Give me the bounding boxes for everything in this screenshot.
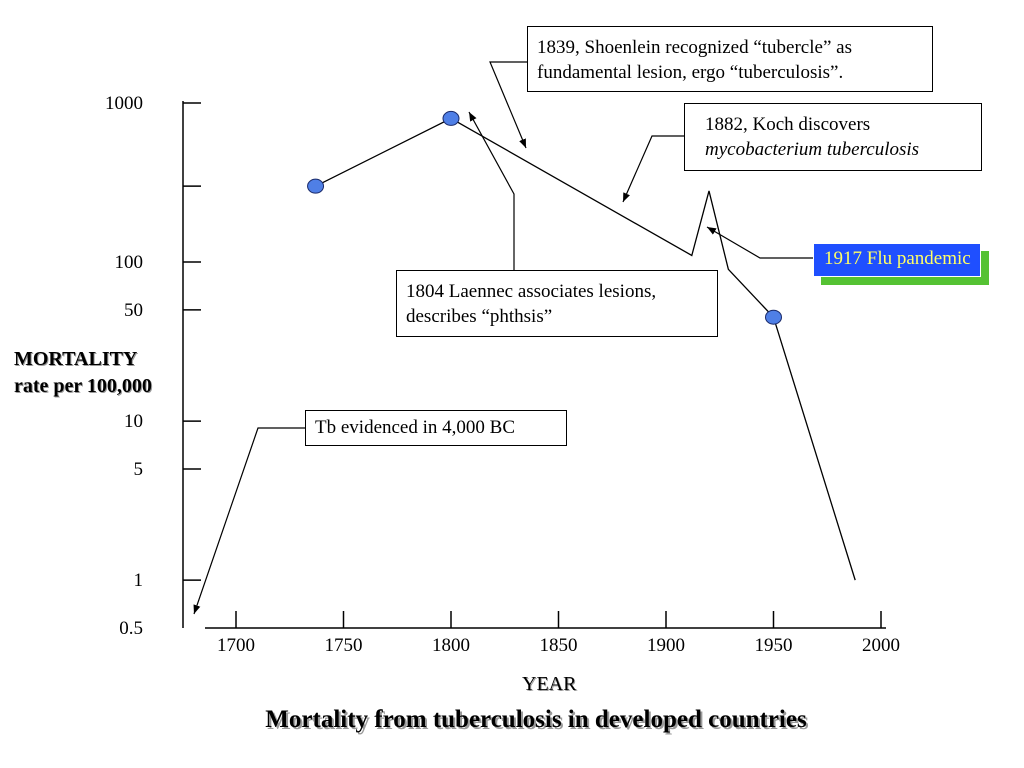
annotation-koch-line-1: 1882, Koch discovers [705,114,871,135]
annotation-laennec [396,270,718,337]
leader-tb-bc [194,428,305,614]
annotation-tb-bc [305,410,567,446]
annotation-tb-bc-text: Tb evidenced in 4,000 BC [315,417,515,438]
data-point-1737 [308,179,324,193]
x-tick-label-1800: 1800 [432,635,470,656]
leader-flu [707,227,813,258]
leader-shoenlein [490,62,527,148]
y-tick-label-0.5: 0.5 [119,618,143,639]
chart-title: Mortality from tuberculosis in developed countries [265,706,807,733]
y-tick-label-100: 100 [114,252,143,274]
y-tick-label-50: 50 [124,299,143,321]
series [308,111,856,580]
x-tick-label-1700: 1700 [217,635,255,656]
series-line-0 [316,118,856,580]
y-axis-label-line-1: MORTALITY [14,348,138,370]
leader-laennec [469,112,514,270]
annotation-flu-pandemic [813,243,981,277]
annotation-shoenlein-line-1: 1839, Shoenlein recognized “tubercle” as [537,37,852,58]
y-tick-label-10: 10 [124,411,143,433]
x-tick-label-2000: 2000 [862,635,900,656]
x-tick-label-1850: 1850 [539,635,578,656]
y-tick-label-5: 5 [133,458,143,480]
annotation-flu-text: 1917 Flu pandemic [824,248,971,269]
leader-koch [623,136,684,202]
annotation-laennec-line-2: describes “phthsis” [406,306,553,327]
annotation-shoenlein [527,26,933,92]
data-point-1950 [766,310,782,324]
data-point-1800 [443,111,459,125]
x-tick-label-1900: 1900 [647,635,685,656]
y-tick-label-1000: 1000 [105,93,143,114]
annotation-shoenlein-line-2: fundamental lesion, ergo “tuberculosis”. [537,62,844,83]
annotation-koch [684,103,982,171]
y-tick-label-1: 1 [133,570,143,592]
y-axis-label-line-2: rate per 100,000 [14,375,152,397]
x-tick-label-1950: 1950 [754,635,793,656]
x-tick-label-1750: 1750 [324,635,363,656]
annotation-koch-line-2: mycobacterium tuberculosis [705,139,920,160]
axes [105,93,900,656]
x-axis-label: YEAR [522,673,577,695]
annotation-laennec-line-1: 1804 Laennec associates lesions, [406,281,657,302]
y-axis-label [14,346,152,400]
